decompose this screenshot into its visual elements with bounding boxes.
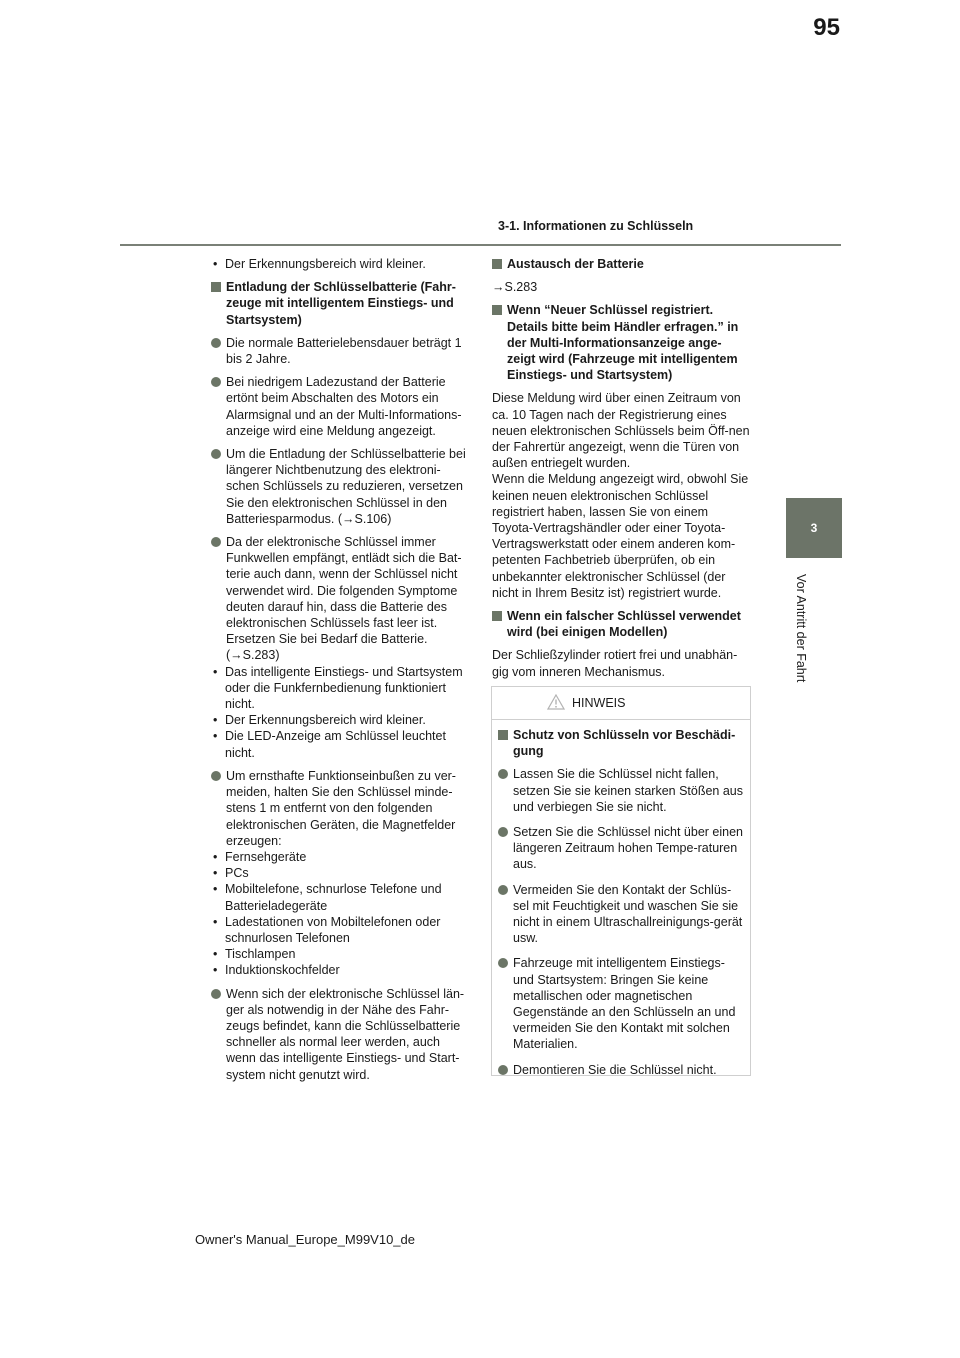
list-item [211,986,469,1083]
circle-bullet-icon [211,537,221,547]
section-heading-wrong-key [492,608,750,640]
heading-text: Wenn “Neuer Schlüssel registriert. Details bitte beim Händler erfragen.” in der Multi-Informationsanzeige ange-zeigt wird (Fahrzeuge mit intelligentem Einstiegs- und Startsystem) [507,303,739,383]
list-item [498,1062,744,1078]
list-item: • Die LED-Anzeige am Schlüssel leuchtet nicht. [211,728,469,760]
item-text: Vermeiden Sie den Kontakt der Schlüs-sel mit Feuchtigkeit und waschen Sie sie nicht in einem Ultraschallreinigungs-gerät usw. [513,882,743,946]
chapter-side-label [795,574,809,694]
circle-bullet-icon [211,771,221,781]
circle-bullet-icon [498,1065,508,1075]
heading-text: Entladung der Schlüsselbatterie (Fahr-zeuge mit intelligentem Einstiegs- und Startsystem) [226,280,456,327]
footer [0,1232,960,1247]
list-item [211,768,469,849]
item-text: Um ernsthafte Funktionseinbußen zu ver-meiden, halten Sie den Schlüssel minde-stens 1 m entfernt von den folgenden elektronischen Geräten, die Magnetfelder erzeugen: [226,768,456,848]
item-text: Fahrzeuge mit intelligentem Einstiegs- und Startsystem: Bringen Sie keine metallischen oder magnetischen Gegenstände an den Schlüsseln an und vermeiden Sie den Kontakt mit solchen Materialien. [513,956,736,1052]
list-item: • Das intelligente Einstiegs- und Startsystem oder die Funkfernbedienung funktioniert nicht. [211,664,469,713]
notice-body [492,720,750,1078]
section-heading-new-key [492,302,750,383]
chapter-side-label-text: Vor Antritt der Fahrt [794,574,808,683]
list-item [498,882,744,947]
paragraph: Der Schließzylinder rotiert frei und unabhän-gig vom inneren Mechanismus. [492,648,738,679]
item-text: Die normale Batterielebensdauer beträgt 1 bis 2 Jahre. [226,335,462,367]
item-text: Wenn sich der elektronische Schlüssel län-ger als notwendig in der Nähe des Fahr-zeugs befindet, kann die Schlüsselbatterie schneller als normal leer werden, auch wenn das intelligente Einstiegs- und Start-system nicht genutzt wird. [226,986,465,1082]
heading-text: Schutz von Schlüsseln vor Beschädi-gung [513,728,736,759]
list-item [498,824,744,873]
section-heading-battery-discharge [211,279,469,328]
notice-title: HINWEIS [572,696,626,710]
circle-bullet-icon [211,377,221,387]
circle-bullet-icon [498,827,508,837]
list-item: • PCs [211,865,469,881]
item-text: Bei niedrigem Ladezustand der Batterie ertönt beim Abschalten des Motors ein Alarmsignal und an der Multi-Informations-anzeige wird eine Meldung angezeigt. [226,375,462,438]
list-item: • Der Erkennungsbereich wird kleiner. [211,256,469,272]
chapter-number: 3 [810,521,818,535]
circle-bullet-icon [211,338,221,348]
notice-heading [498,727,744,759]
circle-bullet-icon [498,958,508,968]
list-item [211,335,469,367]
item-text: Um die Entladung der Schlüsselbatterie bei längerer Nichtbenutzung des elektroni-schen Schlüssels zu reduzieren, versetzen Sie den elektronischen Schlüssel in den Batteriesparmodus. (→S.106) [226,447,466,526]
section-heading-battery-replacement [492,256,750,272]
list-item: • Fernsehgeräte [211,849,469,865]
section-title: 3-1. Informationen zu Schlüsseln [498,219,694,233]
page-reference: →S.283 [492,280,538,295]
paragraph: Wenn die Meldung angezeigt wird, obwohl Sie keinen neuen elektronischen Schlüssel registriert haben, lassen Sie von einem Toyota-Vertragshändler oder einer Toyota-Vertragswerkstatt oder einem anderen kom-petenten Fachbetrieb überprüfen, ob ein unbekannter elektronischer Schlüssel (der nicht in Ihrem Besitz ist) registriert wurde. [492,472,749,600]
heading-text: Austausch der Batterie [507,257,644,271]
square-bullet-icon [211,282,221,292]
list-item [211,446,469,527]
item-text: Lassen Sie die Schlüssel nicht fallen, setzen Sie sie keinen starken Stößen aus und verbiegen Sie sie nicht. [513,767,743,814]
list-item: • Induktionskochfelder [211,962,469,978]
warning-triangle-icon [547,694,565,710]
device-list [211,849,469,979]
circle-bullet-icon [498,769,508,779]
circle-bullet-icon [211,449,221,459]
circle-bullet-icon [498,885,508,895]
square-bullet-icon [492,611,502,621]
square-bullet-icon [492,259,502,269]
paragraph: Diese Meldung wird über einen Zeitraum von ca. 10 Tagen nach der Registrierung eines neuen elektronischen Schlüssels beim Öff-nen der Fahrertür angezeigt, wenn die Türen von außen entriegelt wurden. [492,391,750,471]
footer-text: Owner's Manual_Europe_M99V10_de [194,1232,415,1247]
intro-list [211,256,469,272]
list-item [498,955,744,1052]
list-item: • Tischlampen [211,946,469,962]
list-item: • Der Erkennungsbereich wird kleiner. [211,712,469,728]
notice-box [491,686,751,1076]
list-item [211,374,469,439]
list-item: • Mobiltelefone, schnurlose Telefone und Batterieladegeräte [211,881,469,913]
item-text: Demontieren Sie die Schlüssel nicht. [513,1062,717,1077]
item-text: Setzen Sie die Schlüssel nicht über einen längeren Zeitraum hohen Tempe-raturen aus. [513,825,744,872]
right-column [492,256,750,687]
notice-header [492,687,750,720]
square-bullet-icon [498,730,508,740]
header-divider [120,244,841,246]
page-number: 95 [813,14,840,41]
square-bullet-icon [492,305,502,315]
heading-text: Wenn ein falscher Schlüssel verwendet wird (bei einigen Modellen) [507,609,741,640]
item-text: Da der elektronische Schlüssel immer Funkwellen empfängt, entlädt sich die Bat-terie auch dann, wenn der Schlüssel nicht verwendet wird. Die folgenden Symptome deuten darauf hin, dass die Batterie des elektronischen Schlüssels fast leer ist. Ersetzen Sie bei Bedarf die Batterie. (→S.283) [226,535,462,663]
list-item [498,766,744,815]
left-column [211,256,469,1090]
list-item: • Ladestationen von Mobiltelefonen oder schnurlosen Telefonen [211,914,469,946]
list-item [211,534,469,664]
symptom-list [211,664,469,761]
chapter-tab [786,498,842,558]
circle-bullet-icon [211,989,221,999]
